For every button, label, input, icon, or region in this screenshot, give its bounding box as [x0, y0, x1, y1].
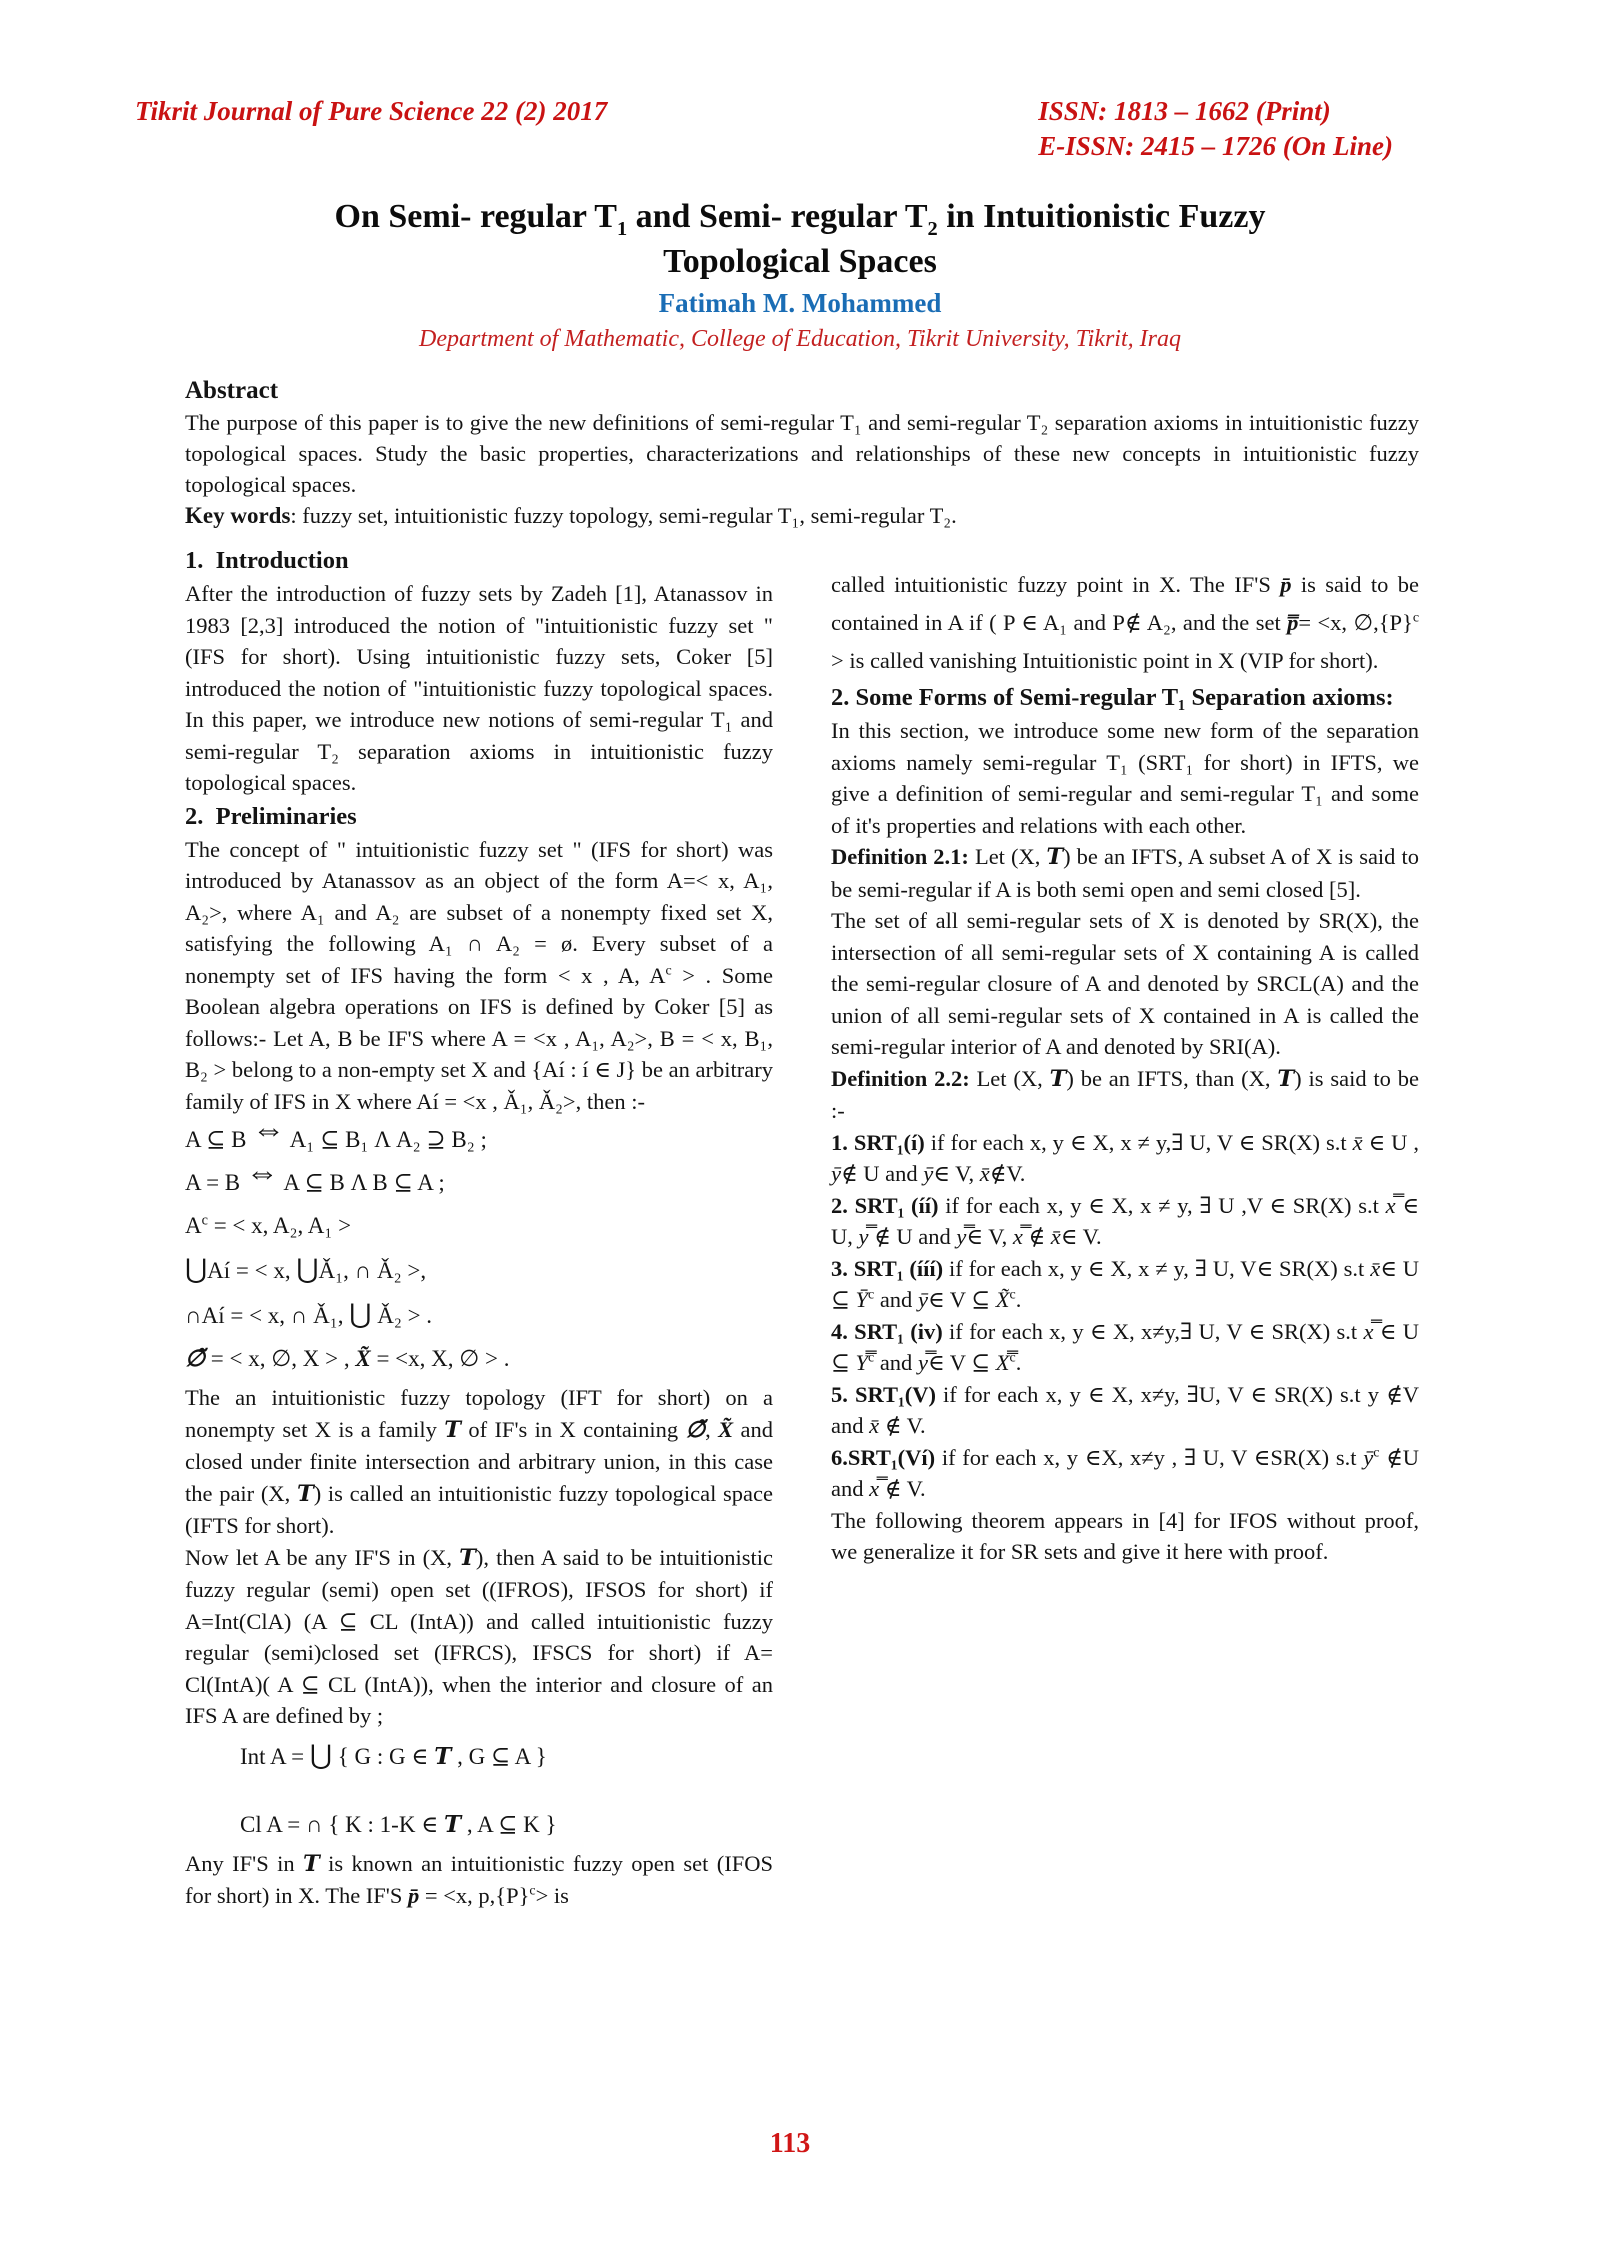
issn-block	[1038, 94, 1393, 164]
section-2-heading: 2. Preliminaries	[185, 802, 357, 830]
paper-title-line-1: On Semi- regular $T_1$ and Semi- regular $T_2$ in Intuitionistic Fuzzy	[334, 198, 1266, 240]
ift-definition-paragraph: The an intuitionistic fuzzy topology (IFT for short) on a nonempty set X is a family T of IF's in X containing ∅̃, X̃ and closed under finite intersection and arbitrary union, in this case the pair (X, T) is called an intuitionistic fuzzy topological space (IFTS for short).	[185, 1385, 773, 1538]
keywords-label: Key words	[185, 503, 291, 528]
math-line-complement: $A^c$ = < x, A₂, A₁ >	[185, 1212, 352, 1238]
srt1-item-1: 1. SRT₁(í) if for each x, y ∈ X, x ≠ y,∃ U, V ∈ SR(X) s.t x̄ ∈ U , ȳ∉ U and ȳ∈ V, x̄∉V.	[831, 1129, 1420, 1186]
math-line-intersection: ∩Aí = < x, ∩ Ǎ₁, ⋃ Ǎ₂ > .	[185, 1299, 433, 1329]
page-number: 113	[769, 2128, 811, 2159]
issn-print: ISSN: 1813 – 1662 (Print)	[1038, 96, 1331, 126]
closing-paragraph: The following theorem appears in [4] for IFOS without proof, we generalize it for SR sets and give it here with proof.	[831, 1507, 1419, 1564]
ifos-paragraph: Any IF'S in T is known an intuitionistic fuzzy open set (IFOS for short) in X. The IF'S p̄ = <x, $p,\{P\}^c>$ is	[185, 1850, 774, 1908]
author-name: Fatimah M. Mohammed	[658, 288, 942, 318]
affiliation: Department of Mathematic, College of Education, Tikrit University, Tikrit, Iraq	[419, 326, 1181, 352]
srt1-item-6: 6.SRT₁(Ví) if for each x, y ∈X, x≠y , ∃ U, V ∈SR(X) s.t $ȳ^c$ ∉U and x̿ ∉ V.	[831, 1444, 1420, 1501]
srt1-item-4: 4. SRT₁ (iv) if for each x, y ∈ X, x≠y,∃ U, V ∈ SR(X) s.t x̿ ∈ U ⊆ Y̿$^c$ and y̿∈ V ⊆ X̿$^c$.	[831, 1318, 1419, 1375]
two-column-body	[185, 543, 1419, 1912]
math-line-subset-equivalence: A ⊆ B ⇔ A₁ ⊆ B₁ Λ A₂ ⊇ B₂ ;	[185, 1112, 487, 1152]
section-1-heading: 1. Introduction	[185, 547, 349, 574]
definition-2-2: Definition 2.2: Let (X, T) be an IFTS, than (X, T) is said to be :-	[831, 1065, 1419, 1123]
regular-open-closed-paragraph: Now let A be any IF'S in (X, T), then A said to be intuitionistic fuzzy regular (semi) open set ((IFROS), IFSOS for short) if A=Int(ClA) (A ⊆ CL (IntA)) and called intuitionistic fuzzy regular (semi)closed set (IFRCS), IFSCS for short) if A= Cl(IntA)( A ⊆ CL (IntA)), when the interior and closure of an IFS A are defined by ;	[185, 1544, 773, 1728]
keywords-line	[185, 500, 1419, 531]
math-line-empty-set: ∅̃ = < x, ∅, X > , X̃ = <x, X, ∅ > .	[185, 1346, 510, 1371]
intro-paragraph: After the introduction of fuzzy sets by Zadeh [1], Atanassov in 1983 [2,3] introduced the notion of "intuitionistic fuzzy set " (IFS for short). Using intuitionistic fuzzy sets, Coker [5] introduced the notion of "intuitionistic fuzzy topological spaces. In this paper, we introduce new notions of semi-regular T₁ and semi-regular T₂ separation axioms in intuitionistic fuzzy topological spaces.	[185, 581, 773, 795]
left-column	[185, 543, 773, 1912]
definition-2-1: Definition 2.1: Let (X, T) be an IFTS, A subset A of X is said to be semi-regular if A is both semi open and semi closed [5].	[831, 844, 1419, 902]
fuzzy-point-paragraph: called intuitionistic fuzzy point in X. The IF'S p̄ is said to be contained in A if ( P ∈ A₁ and P∉ A₂, and the set p̿= <x, $\emptyset,\{P\}^c$ > is called vanishing Intuitionistic point in X (VIP for short).	[831, 572, 1419, 673]
sr-section-intro-paragraph: In this section, we introduce some new form of the separation axioms namely semi-regular T₁ (SRT₁ for short) in IFTS, we give a definition of semi-regular and semi-regular T₁ and some of it's properties and relations with each other.	[831, 718, 1419, 838]
issn-online: E-ISSN: 2415 – 1726 (On Line)	[1038, 131, 1393, 161]
section-sr-heading: 2. Some Forms of Semi-regular T₁ Separation axioms:	[831, 684, 1394, 711]
closure-formula: Cl A = ∩ { K : 1-K ∈ T , A ⊆ K }	[240, 1810, 557, 1838]
sr-sets-paragraph: The set of all semi-regular sets of X is denoted by SR(X), the intersection of all semi-regular sets of X containing A is called the semi-regular closure of A and denoted by SRCL(A) and the union of all semi-regular sets of X contained in A is called the semi-regular interior of A and denoted by SRI(A).	[831, 908, 1419, 1059]
abstract-text: The purpose of this paper is to give the new definitions of semi-regular T₁ and semi-regular T₂ separation axioms in intuitionistic fuzzy topological spaces. Study the basic properties, characterizations and relationships of these new concepts in intuitionistic fuzzy topological spaces.	[185, 410, 1419, 497]
paper-title-line-2: Topological Spaces	[663, 243, 937, 280]
title-block	[0, 194, 1600, 354]
preliminaries-paragraph: The concept of " intuitionistic fuzzy set " (IFS for short) was introduced by Atanassov as an object of the form A=< x, A₁, A₂>, where A₁ and A₂ are subset of a nonempty fixed set X, satisfying the following A₁ ∩ A₂ = ø. Every subset of a nonempty set of IFS having the form < x , A, $A^c$ > . Some Boolean algebra operations on IFS is defined by Coker [5] as follows:- Let A, B be IF'S where A = <x , A₁, A₂>, B = < x, B₁, B₂ > belong to a non-empty set X and {Aí : í ∈ J} be an arbitrary family of IFS in X where Aí = <x , Ǎ₁, Ǎ₂>, then :-	[185, 836, 773, 1114]
srt1-item-3: 3. SRT₁ (ííí) if for each x, y ∈ X, x ≠ y, ∃ U, V∈ SR(X) s.t x̄∈ U ⊆ $Ȳ^c$ and ȳ∈ V ⊆ X̃$^c$.	[831, 1255, 1419, 1312]
journal-name: Tikrit Journal of Pure Science 22 (2) 2017	[135, 96, 608, 126]
right-column	[831, 543, 1419, 1912]
math-line-union: ⋃Aí = < x, ⋃Ǎ₁, ∩ Ǎ₂ >,	[185, 1254, 427, 1284]
interior-formula: Int A = ⋃ { G : G ∈ T , G ⊆ A }	[240, 1739, 547, 1770]
srt1-item-2: 2. SRT₁ (íí) if for each x, y ∈ X, x ≠ y, ∃ U ,V ∈ SR(X) s.t x̿ ∈ U, y̿ ∉ U and y̿∈ V, x̿ ∉ x̄∈ V.	[831, 1192, 1420, 1249]
math-line-equality-equivalence: A = B ⇔ A ⊆ B Λ B ⊆ A ;	[185, 1155, 445, 1195]
abstract-heading: Abstract	[185, 377, 279, 404]
srt1-item-5: 5. SRT₁(V) if for each x, y ∈ X, x≠y, ∃U, V ∈ SR(X) s.t y ∉V and x̄ ∉ V.	[831, 1381, 1419, 1438]
journal-header	[135, 94, 1393, 164]
keywords-text: : fuzzy set, intuitionistic fuzzy topology, semi-regular T₁, semi-regular T₂.	[290, 503, 957, 528]
abstract-section	[185, 374, 1419, 531]
